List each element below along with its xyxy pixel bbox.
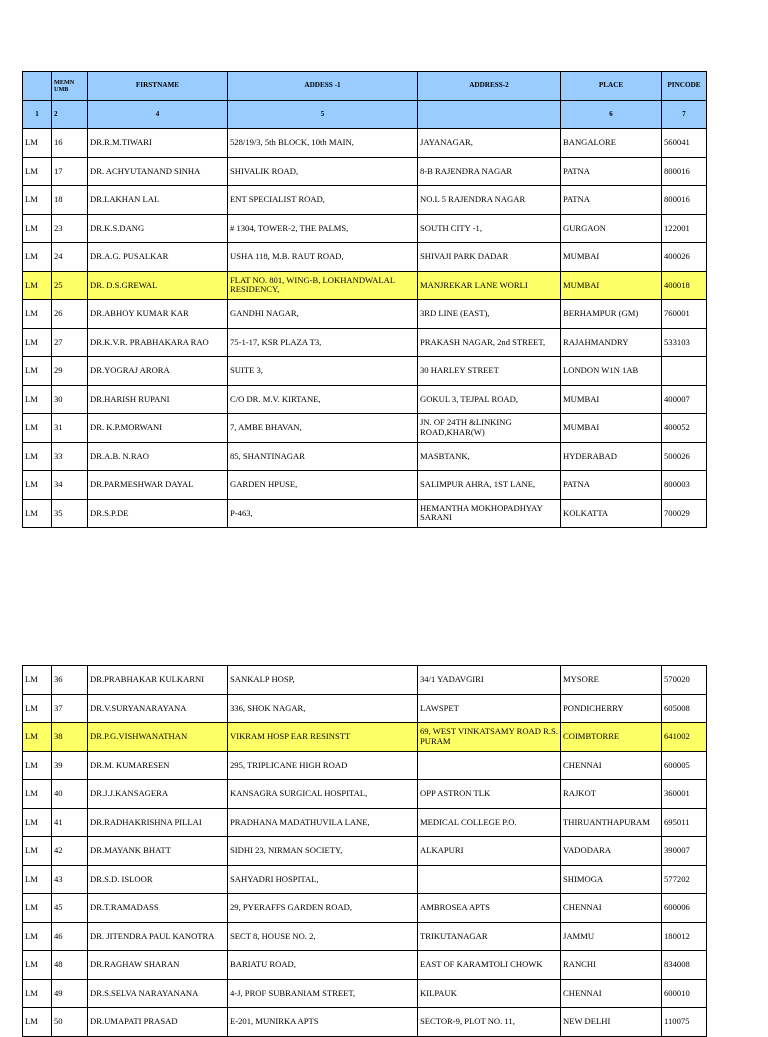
address1-cell: C/O DR. M.V. KIRTANE, xyxy=(228,385,418,414)
address2-cell: JN. OF 24TH &LINKING ROAD,KHAR(W) xyxy=(418,414,561,443)
address1-cell: 4-J, PROF SUBRANIAM STREET, xyxy=(228,979,418,1008)
firstname-cell: DR.V.SURYANARAYANA xyxy=(88,694,228,723)
pincode-cell: 570020 xyxy=(662,666,707,695)
member-number-cell: 23 xyxy=(52,214,88,243)
firstname-cell: DR.J.J.KANSAGERA xyxy=(88,780,228,809)
pincode-cell: 605008 xyxy=(662,694,707,723)
member-number-cell: 30 xyxy=(52,385,88,414)
table-row xyxy=(23,751,707,780)
index-cell: 2 xyxy=(52,101,88,129)
address2-cell: SECTOR-9, PLOT NO. 11, xyxy=(418,1008,561,1037)
table-row xyxy=(23,328,707,357)
place-cell: RAJAHMANDRY xyxy=(561,328,662,357)
firstname-cell: DR. ACHYUTANAND SINHA xyxy=(88,157,228,186)
member-number-cell: 34 xyxy=(52,471,88,500)
pincode-cell: 400052 xyxy=(662,414,707,443)
member-type-cell: LM xyxy=(23,894,52,923)
index-cell xyxy=(418,101,561,129)
member-type-cell: LM xyxy=(23,499,52,528)
table-row xyxy=(23,780,707,809)
place-cell: RANCHI xyxy=(561,951,662,980)
pincode-cell: 360001 xyxy=(662,780,707,809)
place-cell: PONDICHERRY xyxy=(561,694,662,723)
place-cell: PATNA xyxy=(561,157,662,186)
address2-cell: MASBTANK, xyxy=(418,442,561,471)
member-number-cell: 29 xyxy=(52,357,88,386)
firstname-cell: DR.RAGHAW SHARAN xyxy=(88,951,228,980)
address1-cell: KANSAGRA SURGICAL HOSPITAL, xyxy=(228,780,418,809)
address2-cell: MEDICAL COLLEGE P.O. xyxy=(418,808,561,837)
address1-cell: SUITE 3, xyxy=(228,357,418,386)
member-number-cell: 27 xyxy=(52,328,88,357)
pincode-cell: 600010 xyxy=(662,979,707,1008)
member-type-cell: LM xyxy=(23,666,52,695)
firstname-cell: DR.UMAPATI PRASAD xyxy=(88,1008,228,1037)
member-number-cell: 18 xyxy=(52,186,88,215)
address1-cell: E-201, MUNIRKA APTS xyxy=(228,1008,418,1037)
member-number-cell: 42 xyxy=(52,837,88,866)
address1-cell: 336, SHOK NAGAR, xyxy=(228,694,418,723)
firstname-cell: DR.K.S.DANG xyxy=(88,214,228,243)
address1-cell: PRADHANA MADATHUVILA LANE, xyxy=(228,808,418,837)
firstname-cell: DR.P.G.VISHWANATHAN xyxy=(88,723,228,752)
member-type-cell: LM xyxy=(23,357,52,386)
header-pincode: PINCODE xyxy=(662,72,707,101)
address2-cell: HEMANTHA MOKHOPADHYAY SARANI xyxy=(418,499,561,528)
column-index-row xyxy=(23,101,707,129)
member-type-cell: LM xyxy=(23,808,52,837)
address1-cell: USHA 118, M.B. RAUT ROAD, xyxy=(228,243,418,272)
member-number-cell: 43 xyxy=(52,865,88,894)
firstname-cell: DR.M. KUMARESEN xyxy=(88,751,228,780)
place-cell: VADODARA xyxy=(561,837,662,866)
table-row xyxy=(23,837,707,866)
pincode-cell: 600005 xyxy=(662,751,707,780)
firstname-cell: DR.YOGRAJ ARORA xyxy=(88,357,228,386)
address2-cell: AMBROSEA APTS xyxy=(418,894,561,923)
table-row xyxy=(23,186,707,215)
table-row xyxy=(23,300,707,329)
pincode-cell: 533103 xyxy=(662,328,707,357)
place-cell: PATNA xyxy=(561,186,662,215)
member-type-cell: LM xyxy=(23,694,52,723)
address2-cell: 69, WEST VINKATSAMY ROAD R.S. PURAM xyxy=(418,723,561,752)
place-cell: MUMBAI xyxy=(561,385,662,414)
pincode-cell xyxy=(662,357,707,386)
pincode-cell: 400026 xyxy=(662,243,707,272)
header-address2: ADDRESS-2 xyxy=(418,72,561,101)
address2-cell: 34/1 YADAVGIRI xyxy=(418,666,561,695)
index-cell: 1 xyxy=(23,101,52,129)
member-number-cell: 45 xyxy=(52,894,88,923)
member-number-cell: 38 xyxy=(52,723,88,752)
header-cell-blank xyxy=(23,72,52,101)
address1-cell: SAHYADRI HOSPITAL, xyxy=(228,865,418,894)
table-row xyxy=(23,979,707,1008)
place-cell: BERHAMPUR (GM) xyxy=(561,300,662,329)
member-number-cell: 49 xyxy=(52,979,88,1008)
address2-cell: JAYANAGAR, xyxy=(418,129,561,158)
pincode-cell: 800016 xyxy=(662,186,707,215)
member-number-cell: 31 xyxy=(52,414,88,443)
member-type-cell: LM xyxy=(23,1008,52,1037)
place-cell: MYSORE xyxy=(561,666,662,695)
pincode-cell: 110075 xyxy=(662,1008,707,1037)
member-number-cell: 50 xyxy=(52,1008,88,1037)
member-type-cell: LM xyxy=(23,723,52,752)
pincode-cell: 577202 xyxy=(662,865,707,894)
table-row xyxy=(23,865,707,894)
firstname-cell: DR. JITENDRA PAUL KANOTRA xyxy=(88,922,228,951)
address2-cell: ALKAPURI xyxy=(418,837,561,866)
place-cell: GURGAON xyxy=(561,214,662,243)
firstname-cell: DR.S.SELVA NARAYANANA xyxy=(88,979,228,1008)
firstname-cell: DR. D.S.GREWAL xyxy=(88,271,228,300)
address2-cell: 30 HARLEY STREET xyxy=(418,357,561,386)
place-cell: MUMBAI xyxy=(561,414,662,443)
pincode-cell: 500026 xyxy=(662,442,707,471)
address1-cell: 29, PYERAFFS GARDEN ROAD, xyxy=(228,894,418,923)
member-number-cell: 37 xyxy=(52,694,88,723)
header-address1: ADDESS -1 xyxy=(228,72,418,101)
pincode-cell: 560041 xyxy=(662,129,707,158)
member-type-cell: LM xyxy=(23,414,52,443)
member-type-cell: LM xyxy=(23,271,52,300)
member-type-cell: LM xyxy=(23,157,52,186)
pincode-cell: 700029 xyxy=(662,499,707,528)
table-row xyxy=(23,499,707,528)
address2-cell: 8-B RAJENDRA NAGAR xyxy=(418,157,561,186)
header-row xyxy=(23,72,707,101)
table-row xyxy=(23,414,707,443)
firstname-cell: DR.LAKHAN LAL xyxy=(88,186,228,215)
place-cell: MUMBAI xyxy=(561,243,662,272)
address2-cell: EAST OF KARAMTOLI CHOWK xyxy=(418,951,561,980)
index-cell: 4 xyxy=(88,101,228,129)
member-type-cell: LM xyxy=(23,214,52,243)
table-row xyxy=(23,894,707,923)
table-row xyxy=(23,723,707,752)
table-row xyxy=(23,1008,707,1037)
pincode-cell: 180012 xyxy=(662,922,707,951)
member-type-cell: LM xyxy=(23,471,52,500)
address2-cell: SOUTH CITY -1, xyxy=(418,214,561,243)
address2-cell: MANJREKAR LANE WORLI xyxy=(418,271,561,300)
firstname-cell: DR.S.P.DE xyxy=(88,499,228,528)
address1-cell: GANDHI NAGAR, xyxy=(228,300,418,329)
member-type-cell: LM xyxy=(23,951,52,980)
firstname-cell: DR. K.P.MORWANI xyxy=(88,414,228,443)
firstname-cell: DR.S.D. ISLOOR xyxy=(88,865,228,894)
table-row xyxy=(23,271,707,300)
place-cell: LONDON W1N 1AB xyxy=(561,357,662,386)
address2-cell: OPP ASTRON TLK xyxy=(418,780,561,809)
pincode-cell: 600006 xyxy=(662,894,707,923)
address1-cell: SIDHI 23, NIRMAN SOCIETY, xyxy=(228,837,418,866)
pincode-cell: 400018 xyxy=(662,271,707,300)
address1-cell: 85, SHANTINAGAR xyxy=(228,442,418,471)
address1-cell: SHIVALIK ROAD, xyxy=(228,157,418,186)
address2-cell: TRIKUTANAGAR xyxy=(418,922,561,951)
address1-cell: 7, AMBE BHAVAN, xyxy=(228,414,418,443)
place-cell: CHENNAI xyxy=(561,979,662,1008)
pincode-cell: 122001 xyxy=(662,214,707,243)
table-row xyxy=(23,214,707,243)
firstname-cell: DR.ABHOY KUMAR KAR xyxy=(88,300,228,329)
index-cell: 5 xyxy=(228,101,418,129)
table-row xyxy=(23,385,707,414)
place-cell: RAJKOT xyxy=(561,780,662,809)
header-place: PLACE xyxy=(561,72,662,101)
pincode-cell: 400007 xyxy=(662,385,707,414)
member-type-cell: LM xyxy=(23,922,52,951)
address2-cell: PRAKASH NAGAR, 2nd STREET, xyxy=(418,328,561,357)
address1-cell: ENT SPECIALIST ROAD, xyxy=(228,186,418,215)
table-row xyxy=(23,442,707,471)
place-cell: MUMBAI xyxy=(561,271,662,300)
member-number-cell: 25 xyxy=(52,271,88,300)
pincode-cell: 641002 xyxy=(662,723,707,752)
table-row xyxy=(23,357,707,386)
place-cell: COIMBTORRE xyxy=(561,723,662,752)
member-type-cell: LM xyxy=(23,837,52,866)
member-type-cell: LM xyxy=(23,129,52,158)
member-type-cell: LM xyxy=(23,865,52,894)
address1-cell: SANKALP HOSP, xyxy=(228,666,418,695)
member-number-cell: 35 xyxy=(52,499,88,528)
index-cell: 7 xyxy=(662,101,707,129)
header-memnum: MEMN UMB xyxy=(52,72,88,101)
place-cell: BANGALORE xyxy=(561,129,662,158)
place-cell: CHENNAI xyxy=(561,894,662,923)
members-table-1 xyxy=(22,71,707,528)
firstname-cell: DR.K.V.R. PRABHAKARA RAO xyxy=(88,328,228,357)
place-cell: THIRUANTHAPURAM xyxy=(561,808,662,837)
member-number-cell: 24 xyxy=(52,243,88,272)
firstname-cell: DR.RADHAKRISHNA PILLAI xyxy=(88,808,228,837)
member-type-cell: LM xyxy=(23,328,52,357)
firstname-cell: DR.HARISH RUPANI xyxy=(88,385,228,414)
member-type-cell: LM xyxy=(23,979,52,1008)
firstname-cell: DR.R.M.TIWARI xyxy=(88,129,228,158)
member-type-cell: LM xyxy=(23,243,52,272)
address2-cell xyxy=(418,751,561,780)
header-firstname: FIRSTNAME xyxy=(88,72,228,101)
index-cell: 6 xyxy=(561,101,662,129)
place-cell: NEW DELHI xyxy=(561,1008,662,1037)
member-number-cell: 39 xyxy=(52,751,88,780)
member-number-cell: 36 xyxy=(52,666,88,695)
member-type-cell: LM xyxy=(23,780,52,809)
firstname-cell: DR.PRABHAKAR KULKARNI xyxy=(88,666,228,695)
address2-cell: SALIMPUR AHRA, 1ST LANE, xyxy=(418,471,561,500)
place-cell: CHENNAI xyxy=(561,751,662,780)
address2-cell: GOKUL 3, TEJPAL ROAD, xyxy=(418,385,561,414)
members-table-2 xyxy=(22,665,707,1037)
table-row xyxy=(23,922,707,951)
address2-cell: SHIVAJI PARK DADAR xyxy=(418,243,561,272)
address1-cell: # 1304, TOWER-2, THE PALMS, xyxy=(228,214,418,243)
table-row xyxy=(23,666,707,695)
table-row xyxy=(23,129,707,158)
address1-cell: VIKRAM HOSP EAR RESINSTT xyxy=(228,723,418,752)
member-type-cell: LM xyxy=(23,300,52,329)
member-type-cell: LM xyxy=(23,385,52,414)
address2-cell: NO.L 5 RAJENDRA NAGAR xyxy=(418,186,561,215)
member-number-cell: 40 xyxy=(52,780,88,809)
pincode-cell: 800016 xyxy=(662,157,707,186)
address1-cell: BARIATU ROAD, xyxy=(228,951,418,980)
pincode-cell: 760001 xyxy=(662,300,707,329)
place-cell: HYDERABAD xyxy=(561,442,662,471)
table-row xyxy=(23,157,707,186)
member-number-cell: 48 xyxy=(52,951,88,980)
pincode-cell: 695011 xyxy=(662,808,707,837)
member-number-cell: 16 xyxy=(52,129,88,158)
firstname-cell: DR.MAYANK BHATT xyxy=(88,837,228,866)
address1-cell: FLAT NO. 801, WING-B, LOKHANDWALAL RESIDENCY, xyxy=(228,271,418,300)
address1-cell: SECT 8, HOUSE NO. 2, xyxy=(228,922,418,951)
table-row xyxy=(23,471,707,500)
place-cell: KOLKATTA xyxy=(561,499,662,528)
address2-cell: LAWSPET xyxy=(418,694,561,723)
firstname-cell: DR.A.G. PUSALKAR xyxy=(88,243,228,272)
member-number-cell: 46 xyxy=(52,922,88,951)
table-row xyxy=(23,808,707,837)
member-type-cell: LM xyxy=(23,751,52,780)
address1-cell: 295, TRIPLICANE HIGH ROAD xyxy=(228,751,418,780)
pincode-cell: 800003 xyxy=(662,471,707,500)
firstname-cell: DR.PARMESHWAR DAYAL xyxy=(88,471,228,500)
address1-cell: 75-1-17, KSR PLAZA T3, xyxy=(228,328,418,357)
member-number-cell: 41 xyxy=(52,808,88,837)
member-number-cell: 33 xyxy=(52,442,88,471)
address1-cell: GARDEN HPUSE, xyxy=(228,471,418,500)
member-number-cell: 17 xyxy=(52,157,88,186)
table-row xyxy=(23,694,707,723)
firstname-cell: DR.T.RAMADASS xyxy=(88,894,228,923)
table-row xyxy=(23,951,707,980)
address2-cell: KILPAUK xyxy=(418,979,561,1008)
address2-cell: 3RD LINE (EAST), xyxy=(418,300,561,329)
member-type-cell: LM xyxy=(23,442,52,471)
pincode-cell: 834008 xyxy=(662,951,707,980)
member-type-cell: LM xyxy=(23,186,52,215)
place-cell: PATNA xyxy=(561,471,662,500)
address1-cell: 528/19/3, 5th BLOCK, 10th MAIN, xyxy=(228,129,418,158)
place-cell: SHIMOGA xyxy=(561,865,662,894)
member-number-cell: 26 xyxy=(52,300,88,329)
firstname-cell: DR.A.B. N.RAO xyxy=(88,442,228,471)
address1-cell: P-463, xyxy=(228,499,418,528)
address2-cell xyxy=(418,865,561,894)
pincode-cell: 390007 xyxy=(662,837,707,866)
table-row xyxy=(23,243,707,272)
place-cell: JAMMU xyxy=(561,922,662,951)
